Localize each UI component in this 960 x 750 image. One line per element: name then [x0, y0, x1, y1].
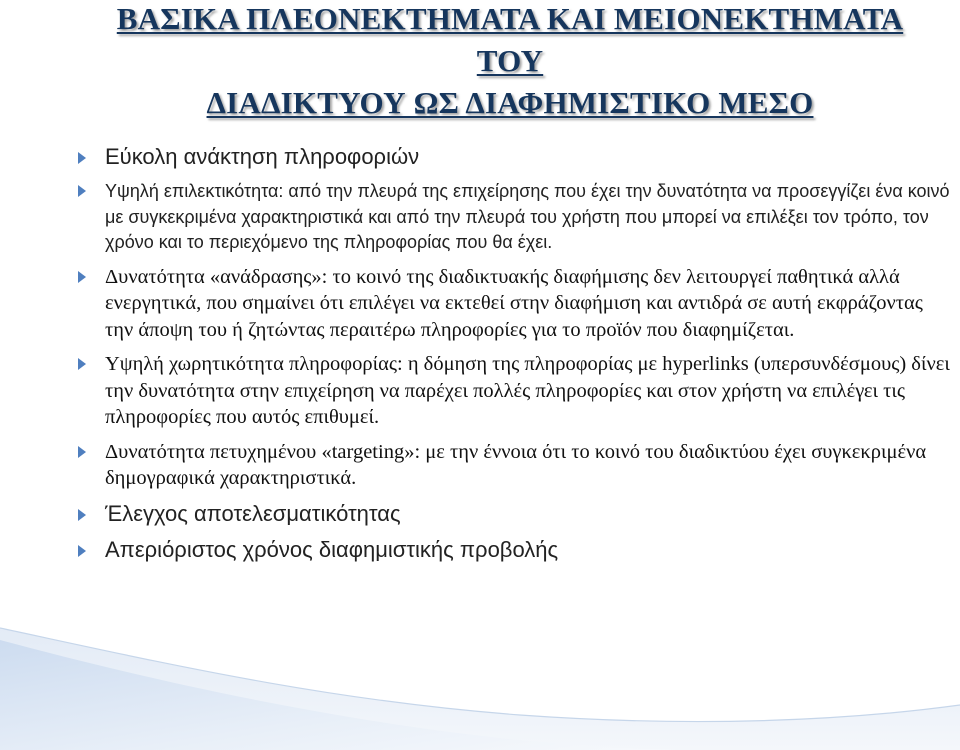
bullet-item: [78, 264, 950, 344]
title-line-1: ΒΑΣΙΚΑ ΠΛΕΟΝΕΚΤΗΜΑΤΑ ΚΑΙ ΜΕΙΟΝΕΚΤΗΜΑΤΑ: [116, 1, 904, 36]
bullet-text: Υψηλή χωρητικότητα πληροφορίας: η δόμηση της πληροφορίας με hyperlinks (υπερσυνδέσμους) δίνει την δυνατότητα στην επιχείρηση να παρέχει πολλές πληροφορίες και στον χρήστη να επιλέγει τις πληροφορίες που αυτός επιθυμεί.: [105, 353, 950, 428]
title-line-2: ΤΟΥ: [476, 43, 544, 78]
bullet-text: Έλεγχος αποτελεσματικότητας: [105, 500, 401, 526]
bullet-list: [78, 143, 950, 572]
triangle-right-icon: [78, 185, 86, 197]
bullet-text: Δυνατότητα πετυχημένου «targeting»: με την έννοια ότι το κοινό του διαδικτύου έχει συγκεκριμένα δημογραφικά χαρακτηριστικά.: [105, 440, 927, 489]
bullet-item: [78, 179, 950, 256]
bullet-item: [78, 439, 950, 492]
bullet-text: Δυνατότητα «ανάδρασης»: το κοινό της διαδικτυακής διαφήμισης δεν λειτουργεί παθητικά αλλά ενεργητικά, που σημαίνει ότι επιλέγει να εκτεθεί στην διαφήμιση και αντιδρά σε αυτή εκφράζοντας την άποψη του ή ζητώντας περαιτέρω πληροφορίες για το προϊόν που διαφημίζεται.: [105, 265, 923, 341]
bullet-item: [78, 143, 950, 171]
triangle-right-icon: [78, 271, 86, 283]
triangle-right-icon: [78, 545, 86, 557]
title-line-3: ΔΙΑΔΙΚΤΥΟΥ ΩΣ ΔΙΑΦΗΜΙΣΤΙΚΟ ΜΕΣΟ: [206, 85, 814, 120]
triangle-right-icon: [78, 446, 86, 458]
bullet-text: Εύκολη ανάκτηση πληροφοριών: [105, 144, 420, 169]
triangle-right-icon: [78, 152, 86, 164]
bullet-item: [78, 500, 950, 528]
triangle-right-icon: [78, 509, 86, 521]
slide-title: [60, 0, 960, 124]
bullet-item: [78, 351, 950, 431]
bullet-text: Υψηλή επιλεκτικότητα: από την πλευρά της επιχείρησης που έχει την δυνατότητα να προσεγγίζει ένα κοινό με συγκεκριμένα χαρακτηριστικά και από την πλευρά του χρήστη που μπορεί να επιλέξει τον τρόπο, τον χρόνο και το περιεχόμενο της πληροφορίας που θα έχει.: [105, 181, 950, 252]
triangle-right-icon: [78, 358, 86, 370]
bullet-text: Απεριόριστος χρόνος διαφημιστικής προβολής: [105, 536, 559, 562]
bullet-item: [78, 536, 950, 564]
